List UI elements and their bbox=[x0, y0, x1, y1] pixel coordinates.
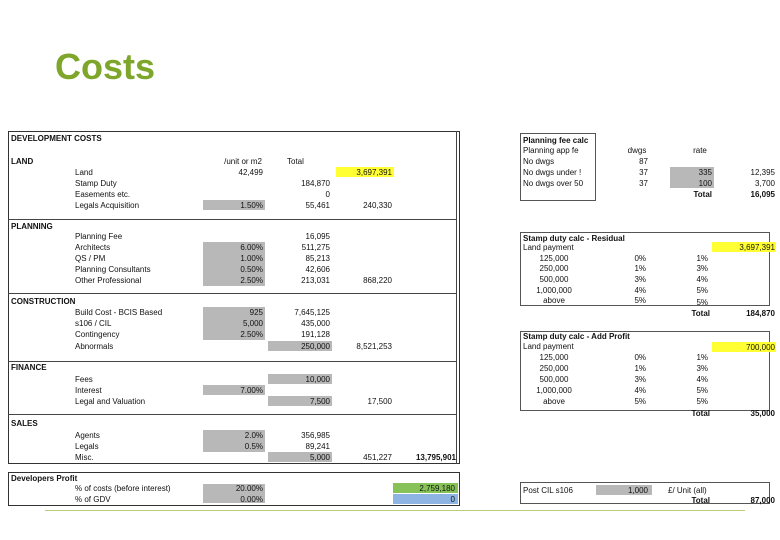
sd-pct: 5% bbox=[696, 386, 708, 395]
row-value: 213,031 bbox=[301, 276, 330, 285]
planning-fee-row-label: No dwgs over 50 bbox=[523, 179, 584, 188]
planning-fee-dwgs: 37 bbox=[639, 168, 648, 177]
row-value: 511,275 bbox=[301, 243, 330, 252]
sd-pct: 3% bbox=[696, 364, 708, 373]
row-label: Legal and Valuation bbox=[75, 397, 146, 406]
section-divider bbox=[8, 414, 456, 415]
sd-band: above bbox=[543, 296, 565, 305]
planning-fee-dwgs: 87 bbox=[639, 157, 648, 166]
row-unit: 42,499 bbox=[238, 168, 263, 177]
planning-fee-dwgs: 37 bbox=[639, 179, 648, 188]
cil-total: 87,000 bbox=[750, 496, 775, 505]
slide-title: Costs bbox=[55, 46, 156, 87]
sd-pct: 5% bbox=[696, 286, 708, 295]
row-unit: 6.00% bbox=[240, 243, 263, 252]
cil-unit-label: £/ Unit (all) bbox=[668, 486, 707, 495]
sd-band: above bbox=[543, 397, 565, 406]
sd-residual-land-value: 3,697,391 bbox=[739, 243, 775, 252]
row-unit: 2.0% bbox=[244, 431, 263, 440]
row-value: 85,213 bbox=[305, 254, 330, 263]
row-unit: 7.00% bbox=[240, 386, 263, 395]
planning-fee-row-label: No dwgs bbox=[523, 157, 555, 166]
row-value: 7,500 bbox=[309, 397, 330, 406]
row-label: % of GDV bbox=[75, 495, 111, 504]
row-total: 17,500 bbox=[367, 397, 392, 406]
row-value: 2,759,180 bbox=[419, 484, 455, 493]
sd-pct: 4% bbox=[696, 375, 708, 384]
row-unit: 0.5% bbox=[244, 442, 263, 451]
sd-pct: 4% bbox=[634, 386, 646, 395]
section-heading-finance: FINANCE bbox=[11, 363, 47, 372]
sd-pct: 0% bbox=[634, 254, 646, 263]
sd-profit-title: Stamp duty calc - Add Profit bbox=[523, 332, 630, 341]
planning-fee-title: Planning fee calc bbox=[523, 136, 589, 145]
planning-fee-total: 3,700 bbox=[754, 179, 775, 188]
section-divider bbox=[8, 219, 456, 220]
sd-band: 500,000 bbox=[539, 275, 569, 284]
sd-pct: 4% bbox=[696, 275, 708, 284]
sd-profit-land-value: 700,000 bbox=[746, 343, 775, 352]
sd-residual-title: Stamp duty calc - Residual bbox=[523, 234, 625, 243]
sd-residual-total-label: Total bbox=[691, 309, 710, 318]
row-label: Interest bbox=[75, 386, 102, 395]
sd-pct: 5% bbox=[696, 298, 708, 307]
row-unit: 0.00% bbox=[240, 495, 263, 504]
row-total: 868,220 bbox=[363, 276, 392, 285]
footer-rule bbox=[45, 510, 745, 511]
sd-pct: 3% bbox=[634, 275, 646, 284]
row-unit: 2.50% bbox=[240, 276, 263, 285]
row-label: Land bbox=[75, 168, 93, 177]
row-unit: 1.50% bbox=[240, 201, 263, 210]
sd-band: 250,000 bbox=[539, 364, 569, 373]
row-total: 3,697,391 bbox=[356, 168, 392, 177]
section-heading-sales: SALES bbox=[11, 419, 38, 428]
row-label: Planning Consultants bbox=[75, 265, 151, 274]
row-label: Other Professional bbox=[75, 276, 142, 285]
section-divider bbox=[8, 293, 456, 294]
sd-pct: 1% bbox=[696, 254, 708, 263]
cil-value: 1,000 bbox=[627, 486, 648, 495]
sd-pct: 5% bbox=[696, 397, 708, 406]
row-value: 435,000 bbox=[301, 319, 330, 328]
row-label: Legals bbox=[75, 442, 99, 451]
sd-pct: 3% bbox=[696, 264, 708, 273]
row-unit: 5,000 bbox=[242, 319, 263, 328]
sd-pct: 5% bbox=[634, 397, 646, 406]
row-total: 240,330 bbox=[363, 201, 392, 210]
sd-pct: 0% bbox=[634, 353, 646, 362]
dev-costs-divider bbox=[456, 131, 457, 464]
row-unit: 1.00% bbox=[240, 254, 263, 263]
row-value: 7,645,125 bbox=[294, 308, 330, 317]
cil-label: Post CIL s106 bbox=[523, 486, 573, 495]
row-label: Abnormals bbox=[75, 342, 114, 351]
sd-band: 500,000 bbox=[539, 375, 569, 384]
row-value: 0 bbox=[325, 190, 330, 199]
row-value: 42,606 bbox=[305, 265, 330, 274]
sd-profit-total-label: Total bbox=[691, 409, 710, 418]
row-label: Agents bbox=[75, 431, 100, 440]
col-header-rate: rate bbox=[693, 146, 707, 155]
planning-fee-total-label: Total bbox=[693, 190, 712, 199]
row-label: Planning Fee bbox=[75, 232, 123, 241]
planning-fee-total: 12,395 bbox=[750, 168, 775, 177]
row-label: Misc. bbox=[75, 453, 94, 462]
row-unit: 20.00% bbox=[235, 484, 263, 493]
row-value: 55,461 bbox=[305, 201, 330, 210]
sd-profit-total: 35,000 bbox=[750, 409, 775, 418]
row-value: 16,095 bbox=[305, 232, 330, 241]
row-label: Architects bbox=[75, 243, 111, 252]
row-label: Stamp Duty bbox=[75, 179, 117, 188]
section-heading-land: LAND bbox=[11, 157, 34, 166]
row-total: 8,521,253 bbox=[356, 342, 392, 351]
sd-band: 1,000,000 bbox=[536, 286, 572, 295]
dev-costs-header: DEVELOPMENT COSTS bbox=[11, 134, 102, 143]
sd-band: 125,000 bbox=[539, 353, 569, 362]
row-value: 250,000 bbox=[301, 342, 330, 351]
row-unit: 0.50% bbox=[240, 265, 263, 274]
row-label: Legals Acquisition bbox=[75, 201, 140, 210]
sd-pct: 4% bbox=[634, 286, 646, 295]
planning-fee-rate: 100 bbox=[698, 179, 712, 188]
planning-fee-row-label: No dwgs under ! bbox=[523, 168, 582, 177]
sd-pct: 5% bbox=[634, 296, 646, 305]
row-value: 356,985 bbox=[301, 431, 330, 440]
row-value: 0 bbox=[450, 495, 455, 504]
row-label: Contingency bbox=[75, 330, 120, 339]
sd-pct: 1% bbox=[634, 264, 646, 273]
row-value: 184,870 bbox=[301, 179, 330, 188]
row-unit: 925 bbox=[249, 308, 263, 317]
planning-fee-rate: 335 bbox=[698, 168, 712, 177]
col-header-dwgs: dwgs bbox=[627, 146, 647, 155]
section-heading-profit: Developers Profit bbox=[11, 474, 78, 483]
sd-residual-land-label: Land payment bbox=[523, 243, 574, 252]
sd-band: 250,000 bbox=[539, 264, 569, 273]
section-heading-construction: CONSTRUCTION bbox=[11, 297, 76, 306]
row-unit: 2.50% bbox=[240, 330, 263, 339]
row-total: 451,227 bbox=[363, 453, 392, 462]
section-divider bbox=[8, 361, 456, 362]
row-value: 191,128 bbox=[301, 330, 330, 339]
sd-profit-land-label: Land payment bbox=[523, 342, 574, 351]
row-label: s106 / CIL bbox=[75, 319, 112, 328]
row-label: % of costs (before interest) bbox=[75, 484, 171, 493]
planning-fee-subtitle: Planning app fe bbox=[523, 146, 579, 155]
sd-pct: 1% bbox=[634, 364, 646, 373]
row-label: QS / PM bbox=[75, 254, 106, 263]
grand-total: 13,795,901 bbox=[415, 453, 456, 462]
col-header-total: Total bbox=[287, 157, 304, 166]
sd-pct: 1% bbox=[696, 353, 708, 362]
col-header-unit: /unit or m2 bbox=[224, 157, 262, 166]
row-value: 89,241 bbox=[305, 442, 330, 451]
row-label: Fees bbox=[75, 375, 93, 384]
row-label: Easements etc. bbox=[75, 190, 131, 199]
planning-fee-grand-total: 16,095 bbox=[750, 190, 775, 199]
sd-band: 125,000 bbox=[539, 254, 569, 263]
section-heading-planning: PLANNING bbox=[11, 222, 53, 231]
sd-pct: 3% bbox=[634, 375, 646, 384]
row-value: 5,000 bbox=[309, 453, 330, 462]
sd-band: 1,000,000 bbox=[536, 386, 572, 395]
row-value: 10,000 bbox=[305, 375, 330, 384]
row-label: Build Cost - BCIS Based bbox=[75, 308, 163, 317]
cil-total-label: Total bbox=[691, 496, 710, 505]
sd-residual-total: 184,870 bbox=[746, 309, 775, 318]
